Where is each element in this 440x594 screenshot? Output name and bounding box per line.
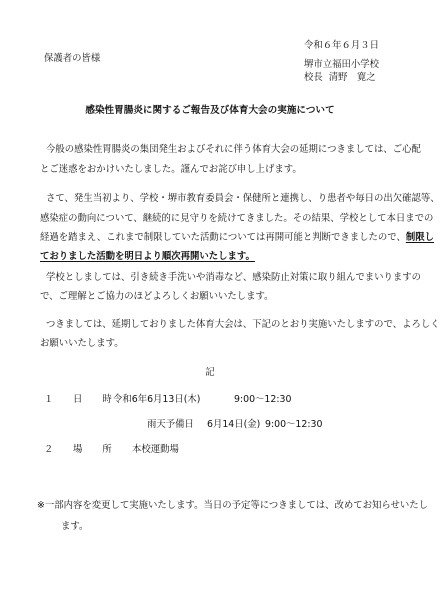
note-line-1: ※一部内容を変更して実施いたします。当日の予定等につきましては、改めてお知らせいたし (37, 500, 429, 511)
paragraph-2-line-3 (40, 233, 434, 242)
rain-day-date: 6月14日(金) (207, 419, 261, 430)
paragraph-1-line-1: 今般の感染性胃腸炎の集団発生およびそれに伴う体育大会の延期につきましては、ご心配 (46, 144, 421, 155)
paragraph-2-line-2: 感染症の動向について、継続的に見守りを続けてきました。その結果、学校として本日までの (40, 213, 434, 224)
item-1-label (73, 395, 112, 404)
emphasized-text-start: 制限し (405, 232, 434, 243)
emphasized-text-end: ておりました活動を明日より順次再開いたします。 (40, 251, 255, 262)
event-date: 令和6年6月13日(木) (113, 394, 201, 405)
notice-heading: 記 (205, 367, 215, 378)
item-1-label-part-1: 日 (73, 394, 83, 405)
paragraph-3-line-1: 学校としましては、引き続き手洗いや消毒など、感染防止対策に取り組んでまいりますの (46, 272, 422, 283)
paragraph-3-line-2: で、ご理解とご協力のほどよろしくお願いいたします。 (40, 291, 274, 302)
sender-principal (304, 73, 376, 82)
paragraph-2-line-3-text: 経過を踏まえ、これまで制限していた活動については再開可能と判断できましたので、 (40, 232, 406, 243)
item-1-label-part-2: 時 (102, 394, 112, 405)
item-2-label-part-1: 場 (73, 444, 83, 455)
sender-title: 校長 (304, 72, 323, 83)
addressee: 保護者の皆様 (44, 53, 101, 64)
note-line-2: ます。 (61, 521, 89, 532)
letter-title: 感染性胃腸炎に関するご報告及び体育大会の実施について (85, 105, 335, 116)
paragraph-2-line-4 (40, 252, 255, 261)
item-2-label (73, 445, 112, 454)
event-place: 本校運動場 (132, 444, 179, 455)
sender-school: 堺市立福田小学校 (304, 59, 380, 70)
sender-name: 清野 寛之 (328, 72, 376, 83)
letter-date: 令和６年６月３日 (304, 40, 380, 51)
paragraph-1-line-2: とご迷惑をおかけいたしました。謹んでお詫び申し上げます。 (40, 164, 302, 175)
item-2-label-part-2: 所 (102, 444, 112, 455)
item-2-number: ２ (44, 444, 54, 455)
paragraph-4-line-2: お願いいたします。 (40, 338, 124, 349)
rain-day-time: 9:00～12:30 (265, 419, 323, 430)
item-1-number: １ (44, 394, 54, 405)
paragraph-4-line-1: つきましては、延期しておりました体育大会は、下記のとおり実施いたしますので、よろしく (46, 319, 440, 330)
event-time: 9:00～12:30 (234, 394, 292, 405)
paragraph-2-line-1: さて、発生当初より、学校・堺市教育委員会・保健所と連携し、り患者や毎日の出欠確認等、 (46, 193, 440, 204)
rain-day-label: 雨天予備日 (147, 419, 194, 430)
